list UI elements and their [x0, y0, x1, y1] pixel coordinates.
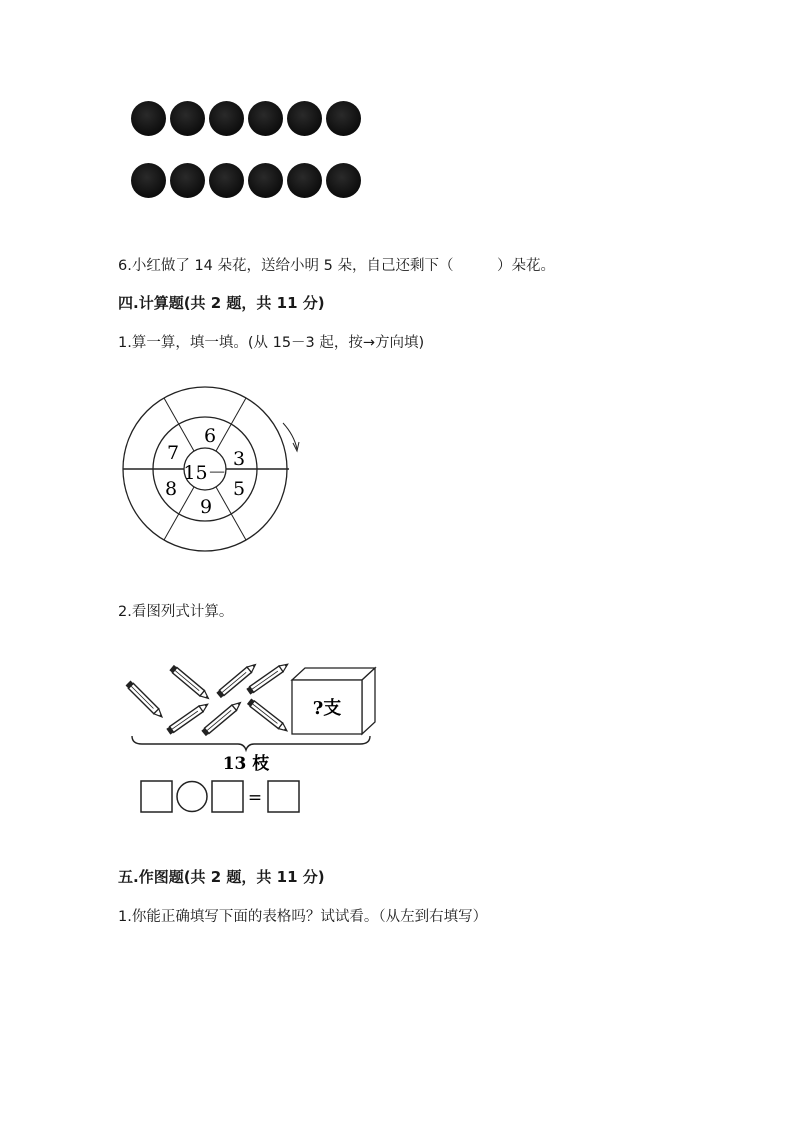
wheel-number-lower-left: 8: [164, 478, 178, 500]
wheel-number-top: 6: [203, 425, 217, 447]
dots-figure: [131, 101, 361, 198]
wheel-number-bottom: 9: [199, 496, 213, 518]
operator-circle[interactable]: [177, 782, 207, 812]
pencil-icon: [169, 665, 210, 701]
pencil-box: [292, 668, 375, 734]
subtraction-wheel: [118, 383, 303, 558]
black-dot: [209, 101, 244, 136]
black-dot: [131, 163, 166, 198]
section-5-heading: 五.作图题(共 2 题，共 11 分): [118, 868, 325, 886]
black-dot: [209, 163, 244, 198]
wheel-number-upper-right: 3: [232, 448, 246, 470]
box-label: ?支: [312, 698, 342, 719]
black-dot: [131, 101, 166, 136]
total-label: 13 枝: [222, 754, 270, 774]
wheel-center-label: 15－: [183, 462, 227, 484]
black-dot: [170, 163, 205, 198]
black-dot: [326, 163, 361, 198]
section-4-heading: 四.计算题(共 2 题，共 11 分): [118, 294, 325, 312]
question-6: 6.小红做了 14 朵花，送给小明 5 朵，自己还剩下（ ）朵花。: [118, 258, 555, 274]
dots-row-1: [131, 101, 361, 136]
section-4-question-1: 1.算一算，填一填。(从 15－3 起，按→方向填): [118, 335, 425, 351]
wheel-number-upper-left: 7: [166, 442, 180, 464]
pencil-icon: [126, 681, 165, 720]
pencil-icon: [247, 698, 289, 733]
black-dot: [248, 163, 283, 198]
answer-box[interactable]: [212, 781, 243, 812]
black-dot: [248, 101, 283, 136]
wheel-number-lower-right: 5: [232, 478, 246, 500]
section-5-question-1: 1.你能正确填写下面的表格吗？试试看。（从左到右填写）: [118, 909, 488, 925]
answer-box[interactable]: [268, 781, 299, 812]
answer-box[interactable]: [141, 781, 172, 812]
black-dot: [287, 101, 322, 136]
section-4-question-2: 2.看图列式计算。: [118, 604, 234, 620]
dots-row-2: [131, 163, 361, 198]
black-dot: [287, 163, 322, 198]
brace: [132, 736, 370, 750]
black-dot: [326, 101, 361, 136]
equals-sign: =: [247, 788, 263, 808]
pencil-figure: [120, 658, 385, 818]
black-dot: [170, 101, 205, 136]
